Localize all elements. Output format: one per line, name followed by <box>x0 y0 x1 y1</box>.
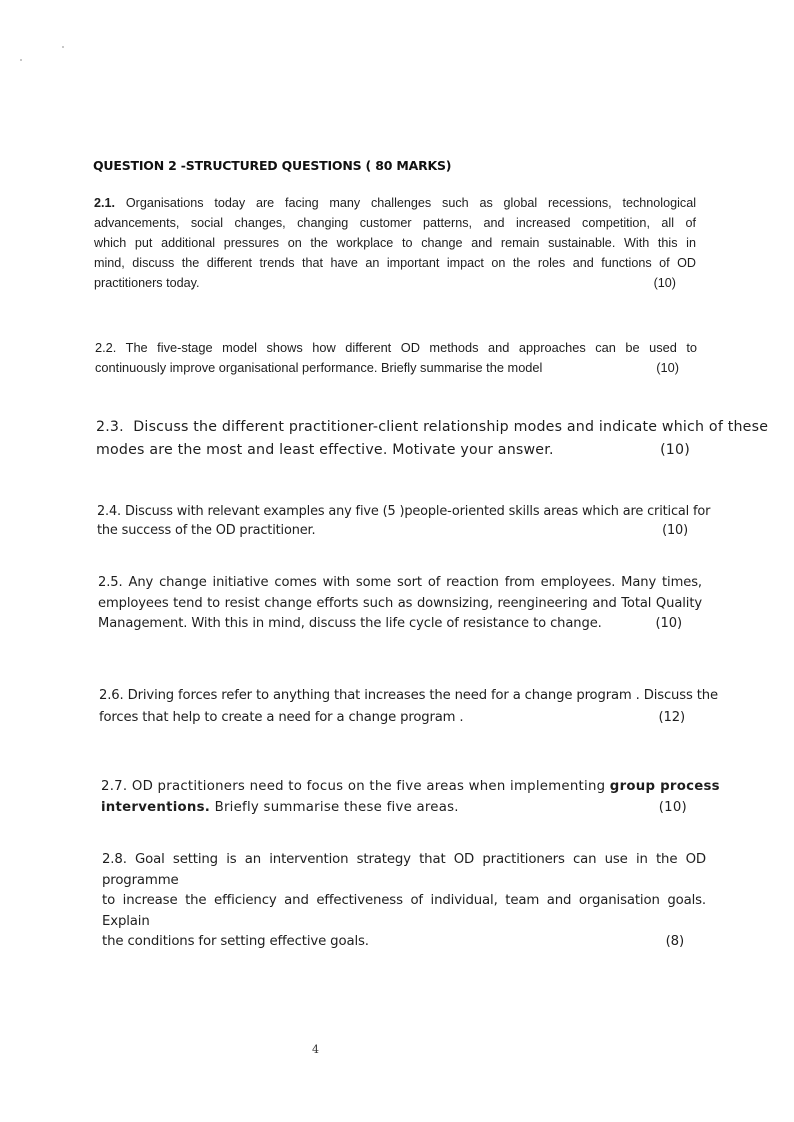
scan-speck <box>20 59 22 61</box>
question-text-line: 2.2. The five-stage model shows how different OD methods and approaches can be used to <box>95 340 697 355</box>
question-number: 2.8. <box>102 852 127 867</box>
marks-label: (10) <box>658 800 687 815</box>
question-text-line: interventions. Briefly summarise these five areas. (10) <box>101 797 703 818</box>
section-heading: QUESTION 2 -STRUCTURED QUESTIONS ( 80 MARKS) <box>93 158 452 173</box>
bold-term: group process <box>609 779 720 794</box>
question-2-3 <box>96 416 769 462</box>
marks-label: (10) <box>655 616 682 631</box>
question-text-line: 2.3. Discuss the different practitioner-client relationship modes and indicate which of these <box>96 419 769 435</box>
question-text-line: employees tend to resist change efforts such as downsizing, reengineering and Total Quality <box>98 595 702 611</box>
question-text-line: 2.7. OD practitioners need to focus on the five areas when implementing group process <box>101 779 720 794</box>
question-number: 2.4. <box>97 504 121 519</box>
question-number: 2.2. <box>95 340 117 355</box>
question-text-line: 2.8. Goal setting is an intervention strategy that OD practitioners can use in the OD programme <box>102 852 707 888</box>
page-number: 4 <box>312 1043 319 1056</box>
marks-label: (8) <box>665 934 684 949</box>
question-2-6 <box>99 685 718 729</box>
bold-term: interventions. <box>101 800 211 815</box>
question-text-line: 2.5. Any change initiative comes with some sort of reaction from employees. Many times, <box>98 575 702 590</box>
question-2-2 <box>95 338 697 378</box>
scan-speck <box>62 46 64 48</box>
marks-label: (12) <box>658 710 685 725</box>
question-text-line: which put additional pressures on the workplace to change and remain sustainable. With this in <box>94 236 696 250</box>
question-text-line: 2.1. Organisations today are facing many challenges such as global recessions, technological <box>94 196 696 210</box>
question-text-line: continuously improve organisational performance. Briefly summarise the model (10) <box>95 358 697 378</box>
question-number: 2.7. <box>101 779 128 794</box>
marks-label: (10) <box>656 360 679 375</box>
question-text-line: modes are the most and least effective. Motivate your answer. (10) <box>96 439 696 462</box>
question-text-line: 2.6. Driving forces refer to anything that increases the need for a change program . Discuss the <box>99 688 718 703</box>
marks-label: (10) <box>662 523 688 538</box>
question-text-line: forces that help to create a need for a change program . (12) <box>99 707 703 729</box>
question-text-line: the success of the OD practitioner. (10) <box>97 523 688 538</box>
marks-label: (10) <box>660 442 690 458</box>
marks-label: (10) <box>653 276 676 290</box>
question-2-7 <box>101 776 720 818</box>
question-2-8 <box>102 850 706 953</box>
question-number: 2.6. <box>99 688 124 703</box>
question-text-line: to increase the efficiency and effectiveness of individual, team and organisation goals. Explain <box>102 893 706 929</box>
question-number: 2.5. <box>98 575 123 590</box>
question-text-line: mind, discuss the different trends that have an important impact on the roles and functions of OD <box>94 256 696 270</box>
question-2-5 <box>98 573 702 635</box>
question-number: 2.1. <box>94 196 116 210</box>
question-text-line: advancements, social changes, changing customer patterns, and increased competition, all of <box>94 216 696 230</box>
question-text-line: 2.4. Discuss with relevant examples any five (5 )people-oriented skills areas which are critical for <box>97 504 711 519</box>
question-text-line: Management. With this in mind, discuss the life cycle of resistance to change. (10) <box>98 614 702 635</box>
question-2-4 <box>97 502 711 540</box>
question-2-1 <box>94 193 696 293</box>
question-number: 2.3. <box>96 419 124 435</box>
question-text-line: the conditions for setting effective goals. (8) <box>102 932 706 953</box>
question-text-line: practitioners today. (10) <box>94 273 696 293</box>
